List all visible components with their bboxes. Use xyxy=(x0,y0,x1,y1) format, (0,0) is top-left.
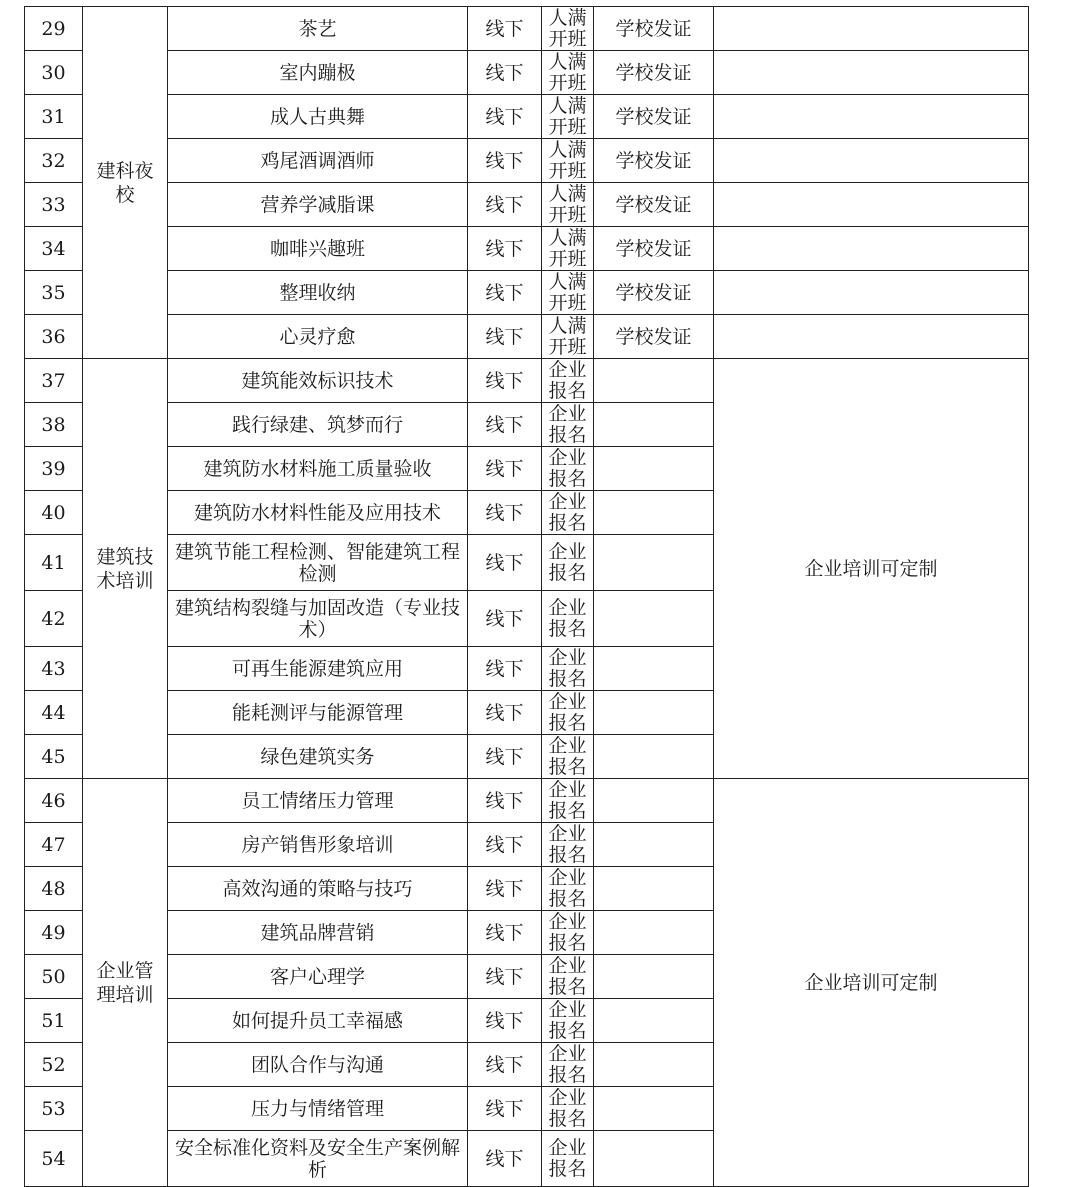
enrollment-text: 人满 xyxy=(548,138,587,161)
course-name: 房产销售形象培训 xyxy=(168,823,468,867)
certificate-cell xyxy=(594,1087,714,1131)
certificate-cell: 学校发证 xyxy=(594,7,714,51)
course-name: 建筑品牌营销 xyxy=(168,911,468,955)
enrollment-text: 报名 xyxy=(548,667,587,690)
delivery-mode: 线下 xyxy=(468,271,542,315)
enrollment-cell xyxy=(542,447,594,491)
enrollment-text: 人满 xyxy=(548,226,587,249)
enrollment-cell xyxy=(542,823,594,867)
row-number: 45 xyxy=(25,735,83,779)
certificate-cell xyxy=(594,535,714,591)
remarks-cell xyxy=(714,183,1029,227)
certificate-cell xyxy=(594,447,714,491)
remarks-cell xyxy=(714,227,1029,271)
delivery-mode: 线下 xyxy=(468,779,542,823)
row-number: 52 xyxy=(25,1043,83,1087)
row-number: 30 xyxy=(25,51,83,95)
enrollment-text: 开班 xyxy=(548,27,587,50)
enrollment-cell xyxy=(542,691,594,735)
enrollment-text: 企业 xyxy=(548,998,587,1021)
enrollment-cell xyxy=(542,1043,594,1087)
row-number: 37 xyxy=(25,359,83,403)
remarks-cell xyxy=(714,95,1029,139)
delivery-mode: 线下 xyxy=(468,911,542,955)
course-name: 可再生能源建筑应用 xyxy=(168,647,468,691)
row-number: 39 xyxy=(25,447,83,491)
row-number: 44 xyxy=(25,691,83,735)
certificate-cell: 学校发证 xyxy=(594,227,714,271)
row-number: 32 xyxy=(25,139,83,183)
enrollment-text: 企业 xyxy=(548,358,587,381)
enrollment-text: 报名 xyxy=(548,467,587,490)
enrollment-cell xyxy=(542,911,594,955)
delivery-mode: 线下 xyxy=(468,491,542,535)
category-cell: 企业管理培训 xyxy=(83,779,168,1187)
row-number: 48 xyxy=(25,867,83,911)
delivery-mode: 线下 xyxy=(468,999,542,1043)
enrollment-cell xyxy=(542,227,594,271)
enrollment-text: 报名 xyxy=(548,887,587,910)
delivery-mode: 线下 xyxy=(468,591,542,647)
course-name: 如何提升员工幸福感 xyxy=(168,999,468,1043)
row-number: 51 xyxy=(25,999,83,1043)
enrollment-text: 报名 xyxy=(548,561,587,584)
course-name: 能耗测评与能源管理 xyxy=(168,691,468,735)
course-name: 建筑防水材料性能及应用技术 xyxy=(168,491,468,535)
enrollment-text: 报名 xyxy=(548,799,587,822)
enrollment-cell xyxy=(542,1087,594,1131)
enrollment-cell xyxy=(542,7,594,51)
delivery-mode: 线下 xyxy=(468,183,542,227)
row-number: 43 xyxy=(25,647,83,691)
course-name: 绿色建筑实务 xyxy=(168,735,468,779)
enrollment-text: 人满 xyxy=(548,314,587,337)
enrollment-text: 报名 xyxy=(548,511,587,534)
delivery-mode: 线下 xyxy=(468,647,542,691)
enrollment-text: 企业 xyxy=(548,1042,587,1065)
enrollment-text: 企业 xyxy=(548,596,587,619)
delivery-mode: 线下 xyxy=(468,359,542,403)
certificate-cell: 学校发证 xyxy=(594,271,714,315)
row-number: 46 xyxy=(25,779,83,823)
certificate-cell: 学校发证 xyxy=(594,315,714,359)
enrollment-text: 报名 xyxy=(548,423,587,446)
enrollment-text: 企业 xyxy=(548,910,587,933)
table-row xyxy=(25,359,1029,403)
enrollment-cell xyxy=(542,779,594,823)
category-cell: 建筑技术培训 xyxy=(83,359,168,779)
delivery-mode: 线下 xyxy=(468,867,542,911)
course-name: 建筑节能工程检测、智能建筑工程检测 xyxy=(168,535,468,591)
table-row xyxy=(25,271,1029,315)
enrollment-cell xyxy=(542,95,594,139)
row-number: 38 xyxy=(25,403,83,447)
enrollment-cell xyxy=(542,647,594,691)
delivery-mode: 线下 xyxy=(468,735,542,779)
enrollment-text: 开班 xyxy=(548,203,587,226)
group-note: 企业培训可定制 xyxy=(714,779,1029,1187)
table-row xyxy=(25,315,1029,359)
certificate-cell: 学校发证 xyxy=(594,51,714,95)
delivery-mode: 线下 xyxy=(468,315,542,359)
table-row xyxy=(25,95,1029,139)
enrollment-text: 报名 xyxy=(548,843,587,866)
delivery-mode: 线下 xyxy=(468,139,542,183)
enrollment-text: 企业 xyxy=(548,646,587,669)
row-number: 36 xyxy=(25,315,83,359)
table-row xyxy=(25,51,1029,95)
enrollment-text: 人满 xyxy=(548,94,587,117)
course-name: 员工情绪压力管理 xyxy=(168,779,468,823)
certificate-cell xyxy=(594,823,714,867)
enrollment-cell xyxy=(542,591,594,647)
row-number: 29 xyxy=(25,7,83,51)
table-body xyxy=(25,7,1029,1187)
delivery-mode: 线下 xyxy=(468,51,542,95)
row-number: 42 xyxy=(25,591,83,647)
enrollment-text: 人满 xyxy=(548,50,587,73)
row-number: 50 xyxy=(25,955,83,999)
certificate-cell xyxy=(594,691,714,735)
enrollment-text: 报名 xyxy=(548,1157,587,1180)
enrollment-cell xyxy=(542,271,594,315)
course-name: 鸡尾酒调酒师 xyxy=(168,139,468,183)
enrollment-text: 开班 xyxy=(548,115,587,138)
certificate-cell xyxy=(594,955,714,999)
enrollment-cell xyxy=(542,139,594,183)
delivery-mode: 线下 xyxy=(468,535,542,591)
delivery-mode: 线下 xyxy=(468,447,542,491)
course-name: 高效沟通的策略与技巧 xyxy=(168,867,468,911)
enrollment-text: 企业 xyxy=(548,690,587,713)
row-number: 53 xyxy=(25,1087,83,1131)
enrollment-text: 开班 xyxy=(548,335,587,358)
enrollment-cell xyxy=(542,999,594,1043)
course-name: 咖啡兴趣班 xyxy=(168,227,468,271)
certificate-cell xyxy=(594,911,714,955)
delivery-mode: 线下 xyxy=(468,691,542,735)
delivery-mode: 线下 xyxy=(468,955,542,999)
enrollment-text: 报名 xyxy=(548,931,587,954)
table-row xyxy=(25,139,1029,183)
enrollment-text: 企业 xyxy=(548,734,587,757)
certificate-cell xyxy=(594,735,714,779)
table-row xyxy=(25,183,1029,227)
enrollment-text: 企业 xyxy=(548,954,587,977)
enrollment-text: 开班 xyxy=(548,71,587,94)
enrollment-text: 企业 xyxy=(548,490,587,513)
certificate-cell: 学校发证 xyxy=(594,139,714,183)
course-name: 压力与情绪管理 xyxy=(168,1087,468,1131)
certificate-cell xyxy=(594,999,714,1043)
certificate-cell xyxy=(594,779,714,823)
certificate-cell: 学校发证 xyxy=(594,95,714,139)
delivery-mode: 线下 xyxy=(468,95,542,139)
enrollment-text: 报名 xyxy=(548,617,587,640)
row-number: 54 xyxy=(25,1131,83,1187)
course-name: 营养学减脂课 xyxy=(168,183,468,227)
delivery-mode: 线下 xyxy=(468,1131,542,1187)
delivery-mode: 线下 xyxy=(468,1043,542,1087)
remarks-cell xyxy=(714,7,1029,51)
enrollment-text: 报名 xyxy=(548,1107,587,1130)
enrollment-cell xyxy=(542,735,594,779)
course-name: 团队合作与沟通 xyxy=(168,1043,468,1087)
enrollment-text: 企业 xyxy=(548,402,587,425)
course-name: 建筑能效标识技术 xyxy=(168,359,468,403)
category-cell: 建科夜校 xyxy=(83,7,168,359)
remarks-cell xyxy=(714,271,1029,315)
enrollment-text: 企业 xyxy=(548,866,587,889)
certificate-cell: 学校发证 xyxy=(594,183,714,227)
row-number: 40 xyxy=(25,491,83,535)
remarks-cell xyxy=(714,315,1029,359)
certificate-cell xyxy=(594,647,714,691)
row-number: 41 xyxy=(25,535,83,591)
enrollment-cell xyxy=(542,315,594,359)
enrollment-text: 报名 xyxy=(548,711,587,734)
enrollment-cell xyxy=(542,1131,594,1187)
certificate-cell xyxy=(594,591,714,647)
group-note: 企业培训可定制 xyxy=(714,359,1029,779)
course-name: 客户心理学 xyxy=(168,955,468,999)
certificate-cell xyxy=(594,359,714,403)
enrollment-cell xyxy=(542,491,594,535)
enrollment-text: 报名 xyxy=(548,975,587,998)
course-name: 建筑结构裂缝与加固改造（专业技术） xyxy=(168,591,468,647)
delivery-mode: 线下 xyxy=(468,823,542,867)
course-name: 室内蹦极 xyxy=(168,51,468,95)
table-row xyxy=(25,779,1029,823)
remarks-cell xyxy=(714,51,1029,95)
delivery-mode: 线下 xyxy=(468,227,542,271)
row-number: 47 xyxy=(25,823,83,867)
course-name: 整理收纳 xyxy=(168,271,468,315)
enrollment-text: 企业 xyxy=(548,540,587,563)
course-name: 心灵疗愈 xyxy=(168,315,468,359)
certificate-cell xyxy=(594,867,714,911)
row-number: 34 xyxy=(25,227,83,271)
enrollment-cell xyxy=(542,403,594,447)
course-name: 安全标准化资料及安全生产案例解析 xyxy=(168,1131,468,1187)
row-number: 33 xyxy=(25,183,83,227)
enrollment-text: 人满 xyxy=(548,6,587,29)
enrollment-text: 企业 xyxy=(548,1136,587,1159)
enrollment-text: 报名 xyxy=(548,755,587,778)
course-name: 茶艺 xyxy=(168,7,468,51)
certificate-cell xyxy=(594,403,714,447)
certificate-cell xyxy=(594,1131,714,1187)
course-name: 践行绿建、筑梦而行 xyxy=(168,403,468,447)
enrollment-cell xyxy=(542,867,594,911)
enrollment-text: 开班 xyxy=(548,159,587,182)
course-name: 建筑防水材料施工质量验收 xyxy=(168,447,468,491)
enrollment-text: 人满 xyxy=(548,270,587,293)
enrollment-text: 企业 xyxy=(548,446,587,469)
row-number: 35 xyxy=(25,271,83,315)
enrollment-text: 人满 xyxy=(548,182,587,205)
delivery-mode: 线下 xyxy=(468,1087,542,1131)
enrollment-text: 报名 xyxy=(548,379,587,402)
delivery-mode: 线下 xyxy=(468,403,542,447)
enrollment-text: 开班 xyxy=(548,247,587,270)
certificate-cell xyxy=(594,1043,714,1087)
enrollment-text: 企业 xyxy=(548,822,587,845)
enrollment-text: 企业 xyxy=(548,1086,587,1109)
enrollment-cell xyxy=(542,535,594,591)
table-row xyxy=(25,7,1029,51)
enrollment-cell xyxy=(542,955,594,999)
course-table xyxy=(24,6,1029,1187)
remarks-cell xyxy=(714,139,1029,183)
delivery-mode: 线下 xyxy=(468,7,542,51)
enrollment-cell xyxy=(542,51,594,95)
row-number: 49 xyxy=(25,911,83,955)
enrollment-text: 企业 xyxy=(548,778,587,801)
enrollment-text: 报名 xyxy=(548,1063,587,1086)
table-row xyxy=(25,227,1029,271)
enrollment-text: 开班 xyxy=(548,291,587,314)
row-number: 31 xyxy=(25,95,83,139)
course-name: 成人古典舞 xyxy=(168,95,468,139)
enrollment-text: 报名 xyxy=(548,1019,587,1042)
enrollment-cell xyxy=(542,183,594,227)
enrollment-cell xyxy=(542,359,594,403)
certificate-cell xyxy=(594,491,714,535)
